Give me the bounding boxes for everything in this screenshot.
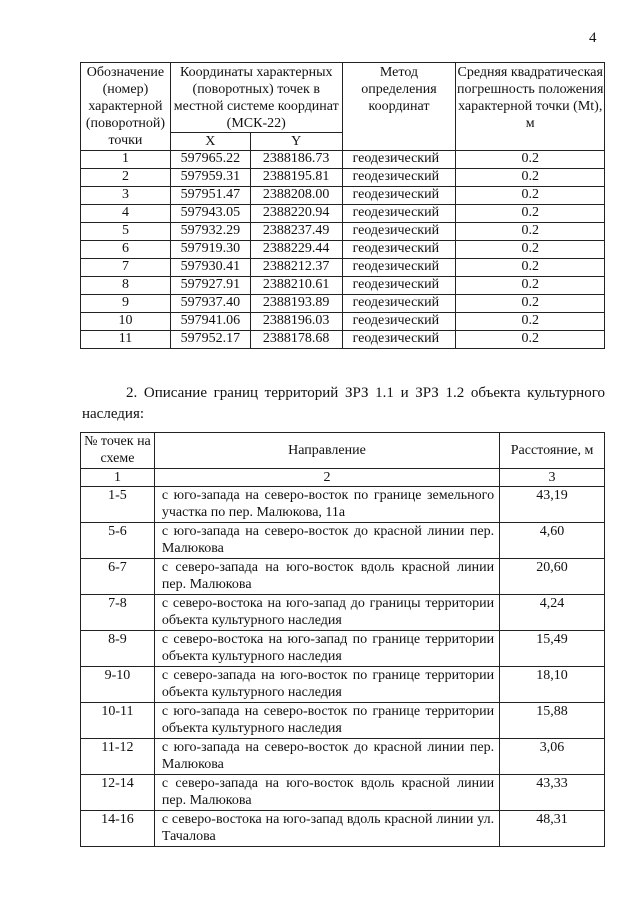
method-cell: геодезический: [342, 205, 456, 223]
distance-cell: 15,49: [500, 631, 605, 667]
point-number-cell: 2: [81, 169, 171, 187]
error-value-cell: 0.2: [456, 223, 605, 241]
method-cell: геодезический: [342, 295, 456, 313]
distance-header: Расстояние, м: [500, 433, 605, 469]
y-coordinate-cell: 2388193.89: [250, 295, 342, 313]
distance-cell: 15,88: [500, 703, 605, 739]
method-cell: геодезический: [342, 277, 456, 295]
point-number-cell: 4: [81, 205, 171, 223]
error-value-cell: 0.2: [456, 169, 605, 187]
table-row: [81, 523, 605, 559]
points-cell: 14-16: [81, 811, 155, 847]
points-cell: 6-7: [81, 559, 155, 595]
y-coordinate-cell: 2388237.49: [250, 223, 342, 241]
points-cell: 12-14: [81, 775, 155, 811]
table-row: [81, 667, 605, 703]
point-number-cell: 11: [81, 331, 171, 349]
boundaries-table: [80, 432, 605, 847]
x-coordinate-cell: 597951.47: [170, 187, 250, 205]
point-number-cell: 8: [81, 277, 171, 295]
method-cell: геодезический: [342, 187, 456, 205]
table-row: [81, 559, 605, 595]
distance-cell: 18,10: [500, 667, 605, 703]
distance-cell: 48,31: [500, 811, 605, 847]
table-row: [81, 703, 605, 739]
table-row: [81, 313, 605, 331]
direction-cell: с юго-запада на северо-восток по границе территории объекта культурного наследия: [154, 703, 499, 739]
y-coordinate-cell: 2388195.81: [250, 169, 342, 187]
x-coordinate-cell: 597937.40: [170, 295, 250, 313]
table-row: [81, 295, 605, 313]
points-cell: 9-10: [81, 667, 155, 703]
distance-cell: 20,60: [500, 559, 605, 595]
column-number: 2: [154, 469, 499, 487]
point-number-cell: 10: [81, 313, 171, 331]
table-row: [81, 331, 605, 349]
y-coordinate-cell: 2388196.03: [250, 313, 342, 331]
points-cell: 10-11: [81, 703, 155, 739]
direction-cell: с северо-запада на юго-восток по границе территории объекта культурного наследия: [154, 667, 499, 703]
table-row: [81, 241, 605, 259]
y-coordinate-cell: 2388186.73: [250, 151, 342, 169]
error-value-cell: 0.2: [456, 187, 605, 205]
coordinates-table: [80, 62, 605, 349]
method-header: Метод определения координат: [342, 63, 456, 151]
error-value-cell: 0.2: [456, 151, 605, 169]
point-number-cell: 9: [81, 295, 171, 313]
points-cell: 1-5: [81, 487, 155, 523]
direction-cell: с северо-востока на юго-запад вдоль красной линии ул. Тачалова: [154, 811, 499, 847]
x-coordinate-cell: 597930.41: [170, 259, 250, 277]
coordinates-header: Координаты характерных (поворотных) точек в местной системе координат (МСК-22): [170, 63, 342, 133]
table-row: [81, 259, 605, 277]
x-coordinate-cell: 597932.29: [170, 223, 250, 241]
table-row: [81, 205, 605, 223]
table-row: [81, 487, 605, 523]
direction-cell: с юго-запада на северо-восток до красной линии пер. Малюкова: [154, 739, 499, 775]
direction-cell: с северо-востока на юго-запад по границе территории объекта культурного наследия: [154, 631, 499, 667]
table-row: [81, 277, 605, 295]
point-number-cell: 7: [81, 259, 171, 277]
y-header: Y: [250, 133, 342, 151]
points-cell: 7-8: [81, 595, 155, 631]
direction-cell: с северо-востока на юго-запад до границы территории объекта культурного наследия: [154, 595, 499, 631]
error-value-cell: 0.2: [456, 259, 605, 277]
point-number-cell: 3: [81, 187, 171, 205]
table-row: [81, 811, 605, 847]
point-number-cell: 5: [81, 223, 171, 241]
direction-cell: с северо-запада на юго-восток вдоль красной линии пер. Малюкова: [154, 775, 499, 811]
y-coordinate-cell: 2388229.44: [250, 241, 342, 259]
y-coordinate-cell: 2388220.94: [250, 205, 342, 223]
x-coordinate-cell: 597959.31: [170, 169, 250, 187]
distance-cell: 4,24: [500, 595, 605, 631]
column-number: 1: [81, 469, 155, 487]
table-row: [81, 169, 605, 187]
method-cell: геодезический: [342, 169, 456, 187]
x-coordinate-cell: 597943.05: [170, 205, 250, 223]
error-value-cell: 0.2: [456, 313, 605, 331]
x-coordinate-cell: 597965.22: [170, 151, 250, 169]
table-row: [81, 595, 605, 631]
column-number: 3: [500, 469, 605, 487]
distance-cell: 43,33: [500, 775, 605, 811]
error-value-cell: 0.2: [456, 205, 605, 223]
table-row: [81, 631, 605, 667]
x-coordinate-cell: 597941.06: [170, 313, 250, 331]
points-cell: 5-6: [81, 523, 155, 559]
method-cell: геодезический: [342, 223, 456, 241]
direction-cell: с юго-запада на северо-восток по границе земельного участка по пер. Малюкова, 11а: [154, 487, 499, 523]
direction-header: Направление: [154, 433, 499, 469]
method-cell: геодезический: [342, 151, 456, 169]
points-cell: 8-9: [81, 631, 155, 667]
point-number-cell: 6: [81, 241, 171, 259]
error-header: Средняя квадратическая погрешность положения характерной точки (Mt), м: [456, 63, 605, 151]
method-cell: геодезический: [342, 331, 456, 349]
method-cell: геодезический: [342, 259, 456, 277]
point-designation-header: Обозначение (номер) характерной (поворотной) точки: [81, 63, 171, 151]
y-coordinate-cell: 2388212.37: [250, 259, 342, 277]
x-coordinate-cell: 597927.91: [170, 277, 250, 295]
error-value-cell: 0.2: [456, 331, 605, 349]
distance-cell: 4,60: [500, 523, 605, 559]
x-coordinate-cell: 597952.17: [170, 331, 250, 349]
y-coordinate-cell: 2388178.68: [250, 331, 342, 349]
error-value-cell: 0.2: [456, 295, 605, 313]
direction-cell: с юго-запада на северо-восток до красной линии пер. Малюкова: [154, 523, 499, 559]
error-value-cell: 0.2: [456, 241, 605, 259]
section-heading: 2. Описание границ территорий ЗРЗ 1.1 и ЗРЗ 1.2 объекта культурного наследия:: [82, 385, 605, 422]
method-cell: геодезический: [342, 241, 456, 259]
method-cell: геодезический: [342, 313, 456, 331]
table-row: [81, 187, 605, 205]
page-number: 4: [589, 30, 597, 46]
y-coordinate-cell: 2388208.00: [250, 187, 342, 205]
points-header: № точек на схеме: [81, 433, 155, 469]
table-row: [81, 151, 605, 169]
y-coordinate-cell: 2388210.61: [250, 277, 342, 295]
error-value-cell: 0.2: [456, 277, 605, 295]
table-row: [81, 739, 605, 775]
distance-cell: 43,19: [500, 487, 605, 523]
points-cell: 11-12: [81, 739, 155, 775]
direction-cell: с северо-запада на юго-восток вдоль красной линии пер. Малюкова: [154, 559, 499, 595]
point-number-cell: 1: [81, 151, 171, 169]
x-header: X: [170, 133, 250, 151]
x-coordinate-cell: 597919.30: [170, 241, 250, 259]
table-row: [81, 775, 605, 811]
table-row: [81, 223, 605, 241]
distance-cell: 3,06: [500, 739, 605, 775]
